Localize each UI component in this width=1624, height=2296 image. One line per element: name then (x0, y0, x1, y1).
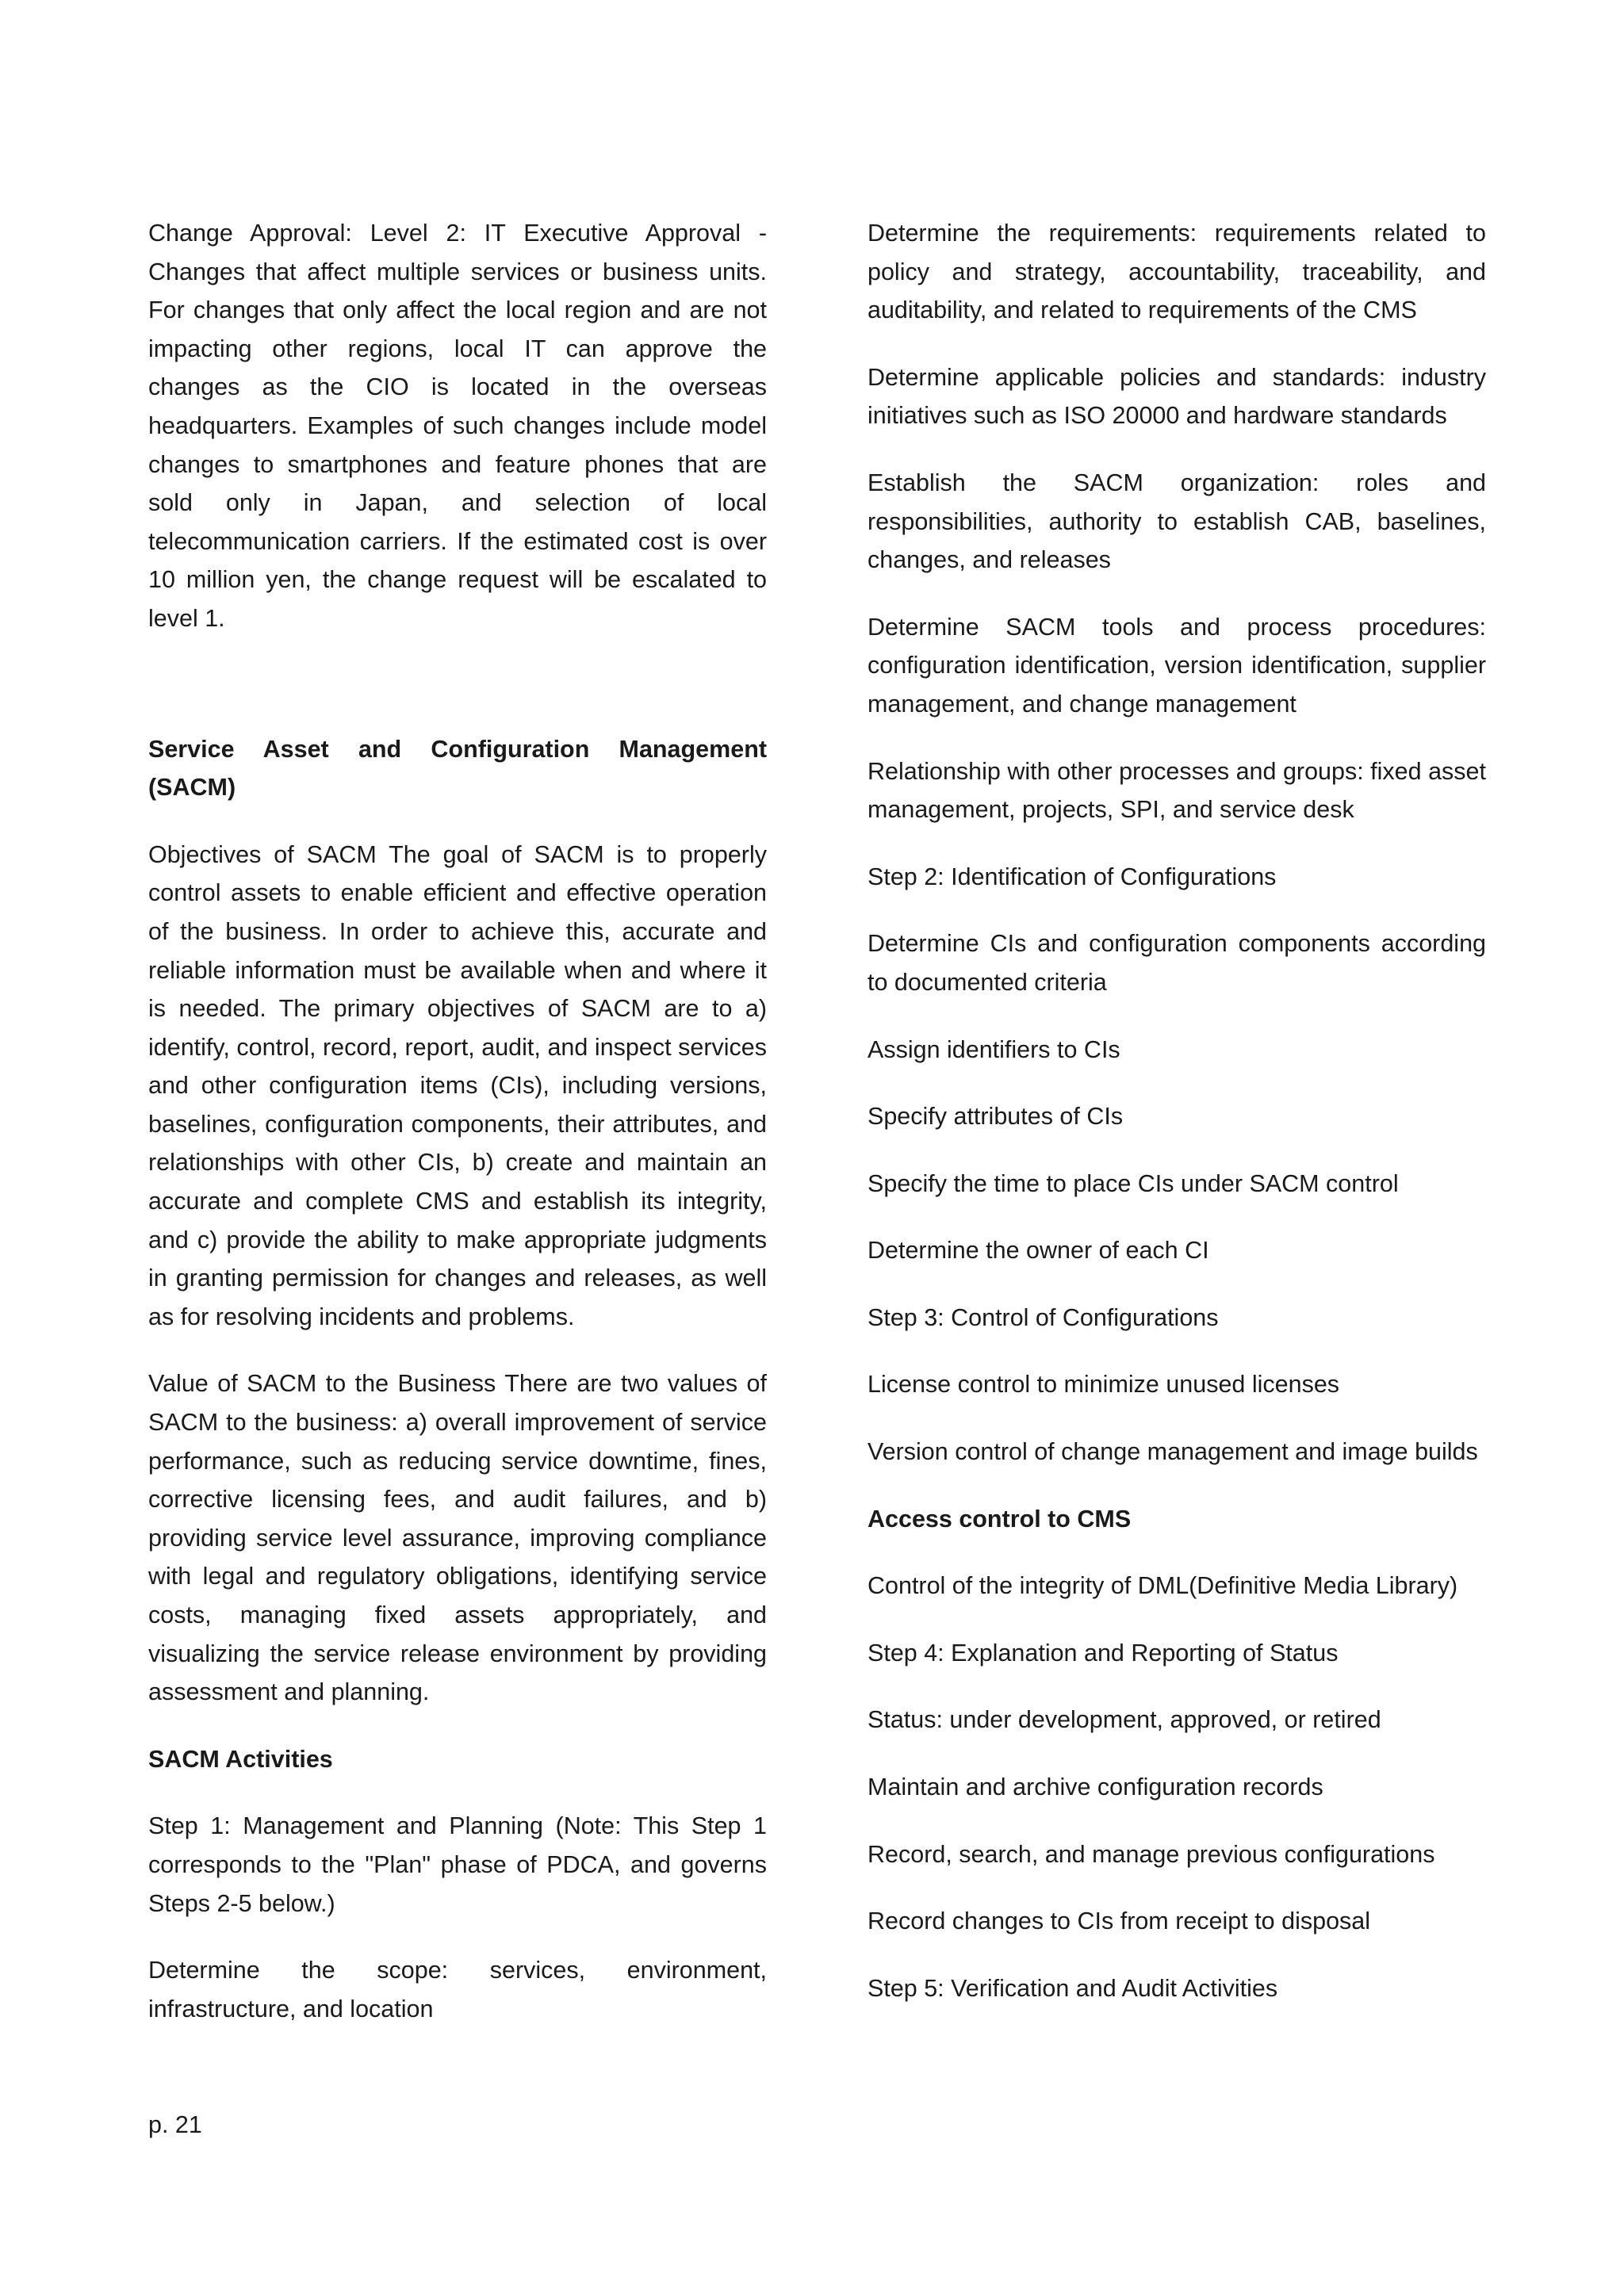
paragraph-version: Version control of change management and image builds (868, 1438, 1478, 1466)
paragraph-attributes: Specify attributes of CIs (868, 1103, 1124, 1131)
paragraph-relationship: Relationship with other processes and groups: fixed asset management, projects, SPI, and service desk (868, 757, 1486, 824)
heading-sacm-activities: SACM Activities (148, 1745, 333, 1773)
paragraph-value: Value of SACM to the Business There are two values of SACM to the business: a) overall improvement of service performance, such as reducing service downtime, fines, corrective licensing fees, and audit failures, and b) providing service level assurance, improving compliance with legal and regulatory obligations, identifying service costs, managing fixed assets appropriately, and visualizing the service release environment by providing assessment and planning. (148, 1370, 767, 1706)
paragraph-step-1: Step 1: Management and Planning (Note: This Step 1 corresponds to the "Plan" phase of PDCA, and governs Steps 2-5 below.) (148, 1812, 767, 1917)
paragraph-organization: Establish the SACM organization: roles and responsibilities, authority to establish CAB, baselines, changes, and releases (868, 469, 1486, 574)
left-column (148, 214, 767, 2057)
paragraph-tools: Determine SACM tools and process procedures: configuration identification, version identification, supplier management, and change management (868, 613, 1486, 718)
paragraph-policies: Determine applicable policies and standards: industry initiatives such as ISO 20000 and hardware standards (868, 363, 1486, 430)
paragraph-change-approval: Change Approval: Level 2: IT Executive Approval - Changes that affect multiple services or business units. For changes that only affect the local region and are not impacting other regions, local IT can approve the changes as the CIO is located in the overseas headquarters. Examples of such changes include model changes to smartphones and feature phones that are sold only in Japan, and selection of local telecommunication carriers. If the estimated cost is over 10 million yen, the change request will be escalated to level 1. (148, 220, 767, 632)
right-column (868, 214, 1486, 2036)
paragraph-scope: Determine the scope: services, environment, infrastructure, and location (148, 1957, 767, 2022)
paragraph-owner: Determine the owner of each CI (868, 1237, 1209, 1265)
paragraph-record-search: Record, search, and manage previous configurations (868, 1840, 1435, 1868)
heading-access-control: Access control to CMS (868, 1505, 1132, 1533)
paragraph-license: License control to minimize unused licenses (868, 1371, 1340, 1399)
paragraph-requirements: Determine the requirements: requirements related to policy and strategy, accountability, traceability, and auditability, and related to requirements of the CMS (868, 220, 1486, 324)
page-number: p. 21 (148, 2111, 202, 2138)
paragraph-maintain: Maintain and archive configuration records (868, 1774, 1323, 1801)
paragraph-step-4: Step 4: Explanation and Reporting of Status (868, 1639, 1339, 1667)
heading-sacm: Service Asset and Configuration Management (SACM) (148, 735, 767, 802)
section-spacer (148, 667, 767, 730)
paragraph-dml: Control of the integrity of DML(Definitive Media Library) (868, 1572, 1458, 1600)
paragraph-time: Specify the time to place CIs under SACM control (868, 1169, 1399, 1197)
paragraph-objectives: Objectives of SACM The goal of SACM is to properly control assets to enable efficient and effective operation of the business. In order to achieve this, accurate and reliable information must be available when and where it is needed. The primary objectives of SACM are to a) identify, control, record, report, audit, and inspect services and other configuration items (CIs), including versions, baselines, configuration components, their attributes, and relationships with other CIs, b) create and maintain an accurate and complete CMS and establish its integrity, and c) provide the ability to make appropriate judgments in granting permission for changes and releases, as well as for resolving incidents and problems. (148, 840, 767, 1330)
paragraph-step-2: Step 2: Identification of Configurations (868, 863, 1277, 890)
paragraph-record-changes: Record changes to CIs from receipt to disposal (868, 1908, 1371, 1935)
paragraph-step-3: Step 3: Control of Configurations (868, 1303, 1219, 1331)
paragraph-status: Status: under development, approved, or retired (868, 1706, 1381, 1734)
paragraph-step-5: Step 5: Verification and Audit Activities (868, 1974, 1278, 2002)
paragraph-assign-identifiers: Assign identifiers to CIs (868, 1035, 1120, 1063)
paragraph-determine-cis: Determine CIs and configuration components according to documented criteria (868, 930, 1486, 996)
